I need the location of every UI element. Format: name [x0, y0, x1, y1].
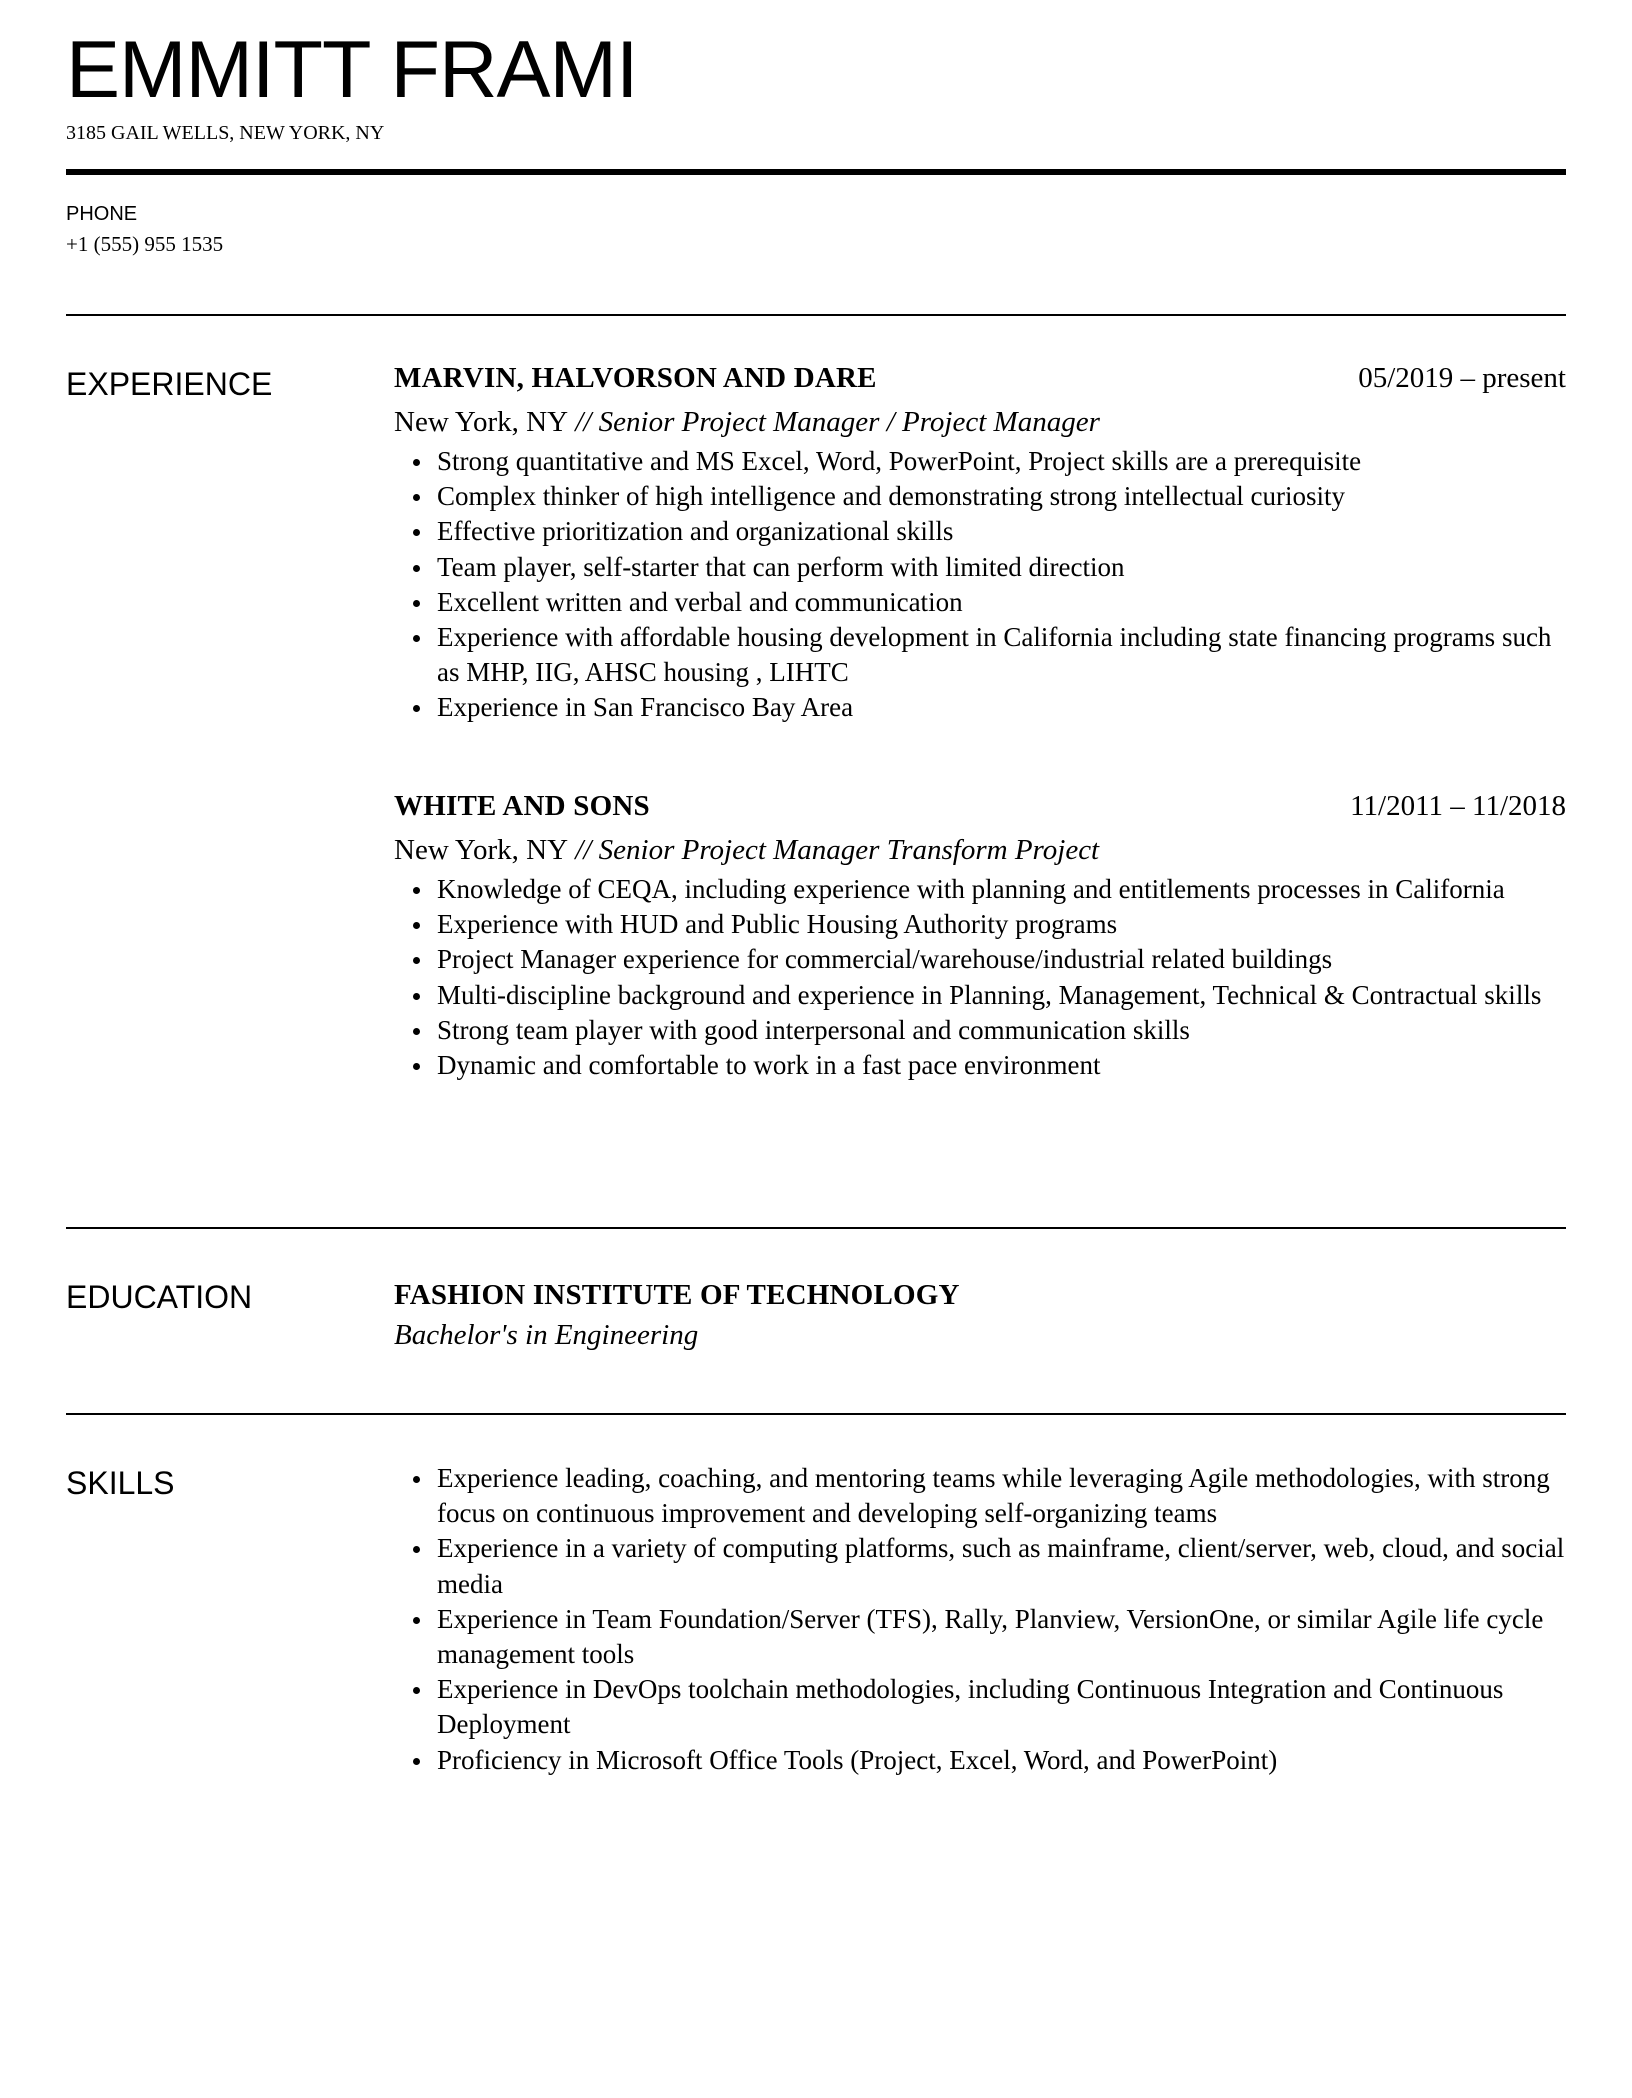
job-company: MARVIN, HALVORSON AND DARE — [394, 362, 877, 394]
job-bullet: Experience with affordable housing development in California including state financing programs such as MHP, IIG, AHSC housing , LIHTC — [437, 620, 1566, 690]
job-location: New York, NY — [394, 834, 569, 866]
job-header — [394, 362, 1566, 402]
job-bullet: Knowledge of CEQA, including experience with planning and entitlements processes in California — [437, 872, 1566, 907]
job-subline — [394, 830, 1566, 870]
job-role: Senior Project Manager / Project Manager — [598, 406, 1100, 438]
job-subline — [394, 402, 1566, 442]
job-separator: // — [568, 834, 599, 866]
section-divider-education — [66, 1227, 1566, 1229]
job-role: Senior Project Manager Transform Project — [598, 834, 1100, 866]
phone-number: +1 (555) 955 1535 — [66, 232, 224, 256]
job-dates: 05/2019 – present — [1358, 362, 1566, 394]
job-bullet: Strong quantitative and MS Excel, Word, PowerPoint, Project skills are a prerequisite — [437, 444, 1566, 479]
experience-section-title: EXPERIENCE — [66, 366, 273, 402]
education-degree: Bachelor's in Engineering — [394, 1319, 699, 1351]
candidate-address: 3185 GAIL WELLS, NEW YORK, NY — [66, 122, 385, 144]
skill-item: Experience in DevOps toolchain methodologies, including Continuous Integration and Continuous Deployment — [437, 1672, 1566, 1742]
skill-item: Experience leading, coaching, and mentoring teams while leveraging Agile methodologies, with strong focus on continuous improvement and developing self-organizing teams — [437, 1461, 1566, 1531]
section-divider-experience — [66, 314, 1566, 316]
job-bullet: Complex thinker of high intelligence and demonstrating strong intellectual curiosity — [437, 479, 1566, 514]
job-bullet: Dynamic and comfortable to work in a fast pace environment — [437, 1048, 1566, 1083]
candidate-name: EMMITT FRAMI — [66, 25, 638, 115]
job-bullet: Excellent written and verbal and communication — [437, 585, 1566, 620]
education-content — [394, 1275, 1566, 1355]
phone-label: PHONE — [66, 203, 138, 225]
skill-item: Experience in Team Foundation/Server (TFS), Rally, Planview, VersionOne, or similar Agile life cycle management tools — [437, 1602, 1566, 1672]
job-bullet: Experience in San Francisco Bay Area — [437, 690, 1566, 725]
job-bullet: Strong team player with good interpersonal and communication skills — [437, 1013, 1566, 1048]
education-school: FASHION INSTITUTE OF TECHNOLOGY — [394, 1279, 960, 1311]
job-bullet: Multi-discipline background and experience in Planning, Management, Technical & Contractual skills — [437, 978, 1566, 1013]
job-company: WHITE AND SONS — [394, 790, 650, 822]
skills-content — [394, 1461, 1566, 1778]
section-divider-skills — [66, 1413, 1566, 1415]
job-bullets — [394, 872, 1566, 1083]
job-entry — [394, 362, 1566, 726]
education-section-title: EDUCATION — [66, 1279, 253, 1315]
job-bullet: Effective prioritization and organizational skills — [437, 514, 1566, 549]
skills-section-title: SKILLS — [66, 1465, 175, 1501]
job-entry — [394, 790, 1566, 1083]
skill-item: Experience in a variety of computing platforms, such as mainframe, client/server, web, cloud, and social media — [437, 1531, 1566, 1601]
job-bullet: Team player, self-starter that can perform with limited direction — [437, 550, 1566, 585]
job-bullet: Experience with HUD and Public Housing Authority programs — [437, 907, 1566, 942]
job-separator: // — [568, 406, 599, 438]
job-dates: 11/2011 – 11/2018 — [1350, 790, 1566, 822]
job-bullets — [394, 444, 1566, 726]
skill-item: Proficiency in Microsoft Office Tools (Project, Excel, Word, and PowerPoint) — [437, 1743, 1566, 1778]
skills-list — [394, 1461, 1566, 1778]
header-divider — [66, 169, 1566, 175]
job-header — [394, 790, 1566, 830]
job-location: New York, NY — [394, 406, 569, 438]
job-bullet: Project Manager experience for commercial/warehouse/industrial related buildings — [437, 942, 1566, 977]
